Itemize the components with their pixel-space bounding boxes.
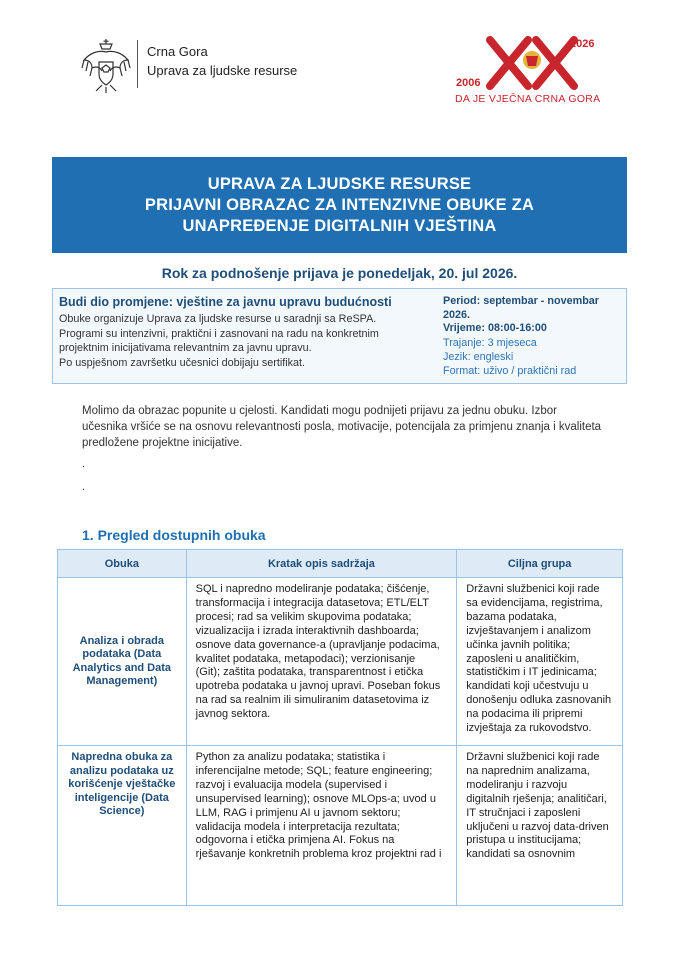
intro-paragraph [82, 403, 612, 451]
target-line: bazama podataka, [466, 610, 557, 623]
coat-of-arms-icon [80, 38, 132, 94]
course-description-cell [186, 746, 457, 906]
description-line: Python za analizu podataka; statistika i [195, 751, 386, 763]
format-label: Format: uživo / praktični rad [443, 364, 577, 377]
intro-line: Molimo da obrazac popunite u cjelosti. Kandidati mogu podnijeti prijavu za jednu obuku. Izbor [82, 405, 557, 417]
jubilee-year-end: 2026 [570, 38, 595, 50]
bullet-dot: . [82, 458, 86, 470]
description-line: SQL i napredno modeliranje podataka; čišćenje, [195, 583, 430, 595]
jubilee-slogan: DA JE VJEČNA CRNA GORA [455, 93, 601, 105]
target-line: donošenju odluka zasnovanih [466, 694, 612, 707]
title-banner [52, 157, 627, 253]
description-line: LLM, RAG i primjenu AI u javnom sektoru; [195, 806, 401, 819]
target-line: na podacima ili pripremi [466, 708, 583, 721]
course-name-line: Analytics and Data [72, 661, 172, 674]
target-line: izvještavanjem i analizom [466, 624, 591, 637]
info-line: Obuke organizuje Uprava za ljudske resurse u saradnji sa ReSPA. [59, 313, 377, 325]
target-line: sa evidencijama, registrima, [466, 596, 603, 609]
page-header [0, 0, 679, 150]
target-line: pristupa u institucijama; [466, 834, 582, 847]
target-line: kandidati koji učestvuju u [466, 680, 589, 693]
period-year: 2026. [443, 308, 471, 321]
banner-line-2: PRIJAVNI OBRAZAC ZA INTENZIVNE OBUKE ZA [144, 196, 535, 214]
table-header-row [58, 550, 623, 578]
banner-line-3: UNAPREĐENJE DIGITALNIH VJEŠTINA [182, 217, 497, 235]
course-name-cell [58, 746, 187, 906]
target-group-cell [457, 746, 623, 906]
course-name-line: Management) [86, 675, 158, 687]
target-line: zaposleni u analitičkim, [466, 652, 580, 665]
course-description-cell [186, 578, 457, 746]
course-name-cell [58, 578, 187, 746]
info-line: Po uspješnom završetku učesnici dobijaju sertifikat. [59, 356, 306, 369]
courses-table [57, 549, 623, 906]
course-name-line: Napredna obuka za [71, 751, 173, 763]
description-line: rješavanje konkretnih problema kroz projektni rad i [195, 848, 442, 861]
info-title: Budi dio promjene: vještine za javnu upravu budućnosti [59, 295, 392, 309]
course-name-line: inteligencije (Data [74, 791, 169, 804]
column-header-description: Kratak opis sadržaja [186, 550, 457, 578]
org-unit: Uprava za ljudske resurse [147, 63, 298, 78]
description-line: javnog sektora. [195, 708, 271, 721]
course-name-line: podataka (Data [82, 648, 162, 660]
target-line: učinka javnih politika; [466, 638, 571, 651]
column-header-course: Obuka [58, 550, 187, 578]
bullet-dot: . [82, 481, 86, 493]
info-description [59, 295, 439, 370]
target-group-cell [457, 578, 623, 746]
table-row [58, 746, 623, 906]
course-name-line: korišćenje vještačke [68, 778, 176, 790]
course-name-line: Analiza i obrada [79, 634, 164, 647]
column-header-target-group: Ciljna grupa [457, 550, 623, 578]
table-row [58, 578, 623, 746]
course-name-line: Science) [99, 805, 145, 817]
deadline-notice: Rok za podnošenje prijava je ponedeljak, 20. jul 2026. [161, 265, 518, 281]
target-line: uključeni u razvoj data-driven [466, 820, 609, 833]
description-line: upotreba podataka u javnoj upravi. Poseban fokus [195, 680, 441, 693]
target-line: modeliranju i razvoju [466, 778, 568, 791]
target-line: digitalnih rješenja; analitičari, [466, 792, 607, 805]
description-line: unsupervised learning); osnove MLOps-a; uvod u [195, 792, 436, 805]
target-line: kandidati sa osnovnim [466, 848, 576, 861]
description-line: transformacija i integracija datasetova; ETL/ELT [195, 596, 429, 609]
intro-line: učesnika vršiće se na osnovu relevantnosti posla, motivacije, potencijala za primjenu znanja i kvaliteta [82, 421, 602, 433]
language-label: Jezik: engleski [443, 350, 514, 363]
description-line: na rad sa realnim ili simuliranim datasetovima iz [195, 694, 430, 707]
description-line: validacija modela i interpretacija rezultata; [195, 820, 400, 833]
description-line: razvoj i evaluacija modela (supervised i [195, 778, 388, 791]
info-line: projektnim inicijativama relevantnim za javnu upravu. [59, 342, 312, 354]
target-line: Državni službenici koji rade [466, 583, 600, 595]
banner-line-1: UPRAVA ZA LJUDSKE RESURSE [207, 175, 472, 193]
description-line: vizualizacija i izrada interaktivnih dashboarda; [195, 624, 419, 637]
description-line: odgovorna i etička primjena AI. Fokus na [195, 834, 395, 847]
target-line: statističkim i IT jedinicama; [466, 666, 597, 679]
target-line: Državni službenici koji rade [466, 751, 600, 763]
duration-label: Trajanje: 3 mjeseca [443, 336, 537, 349]
course-name-line: analizu podataka uz [69, 764, 174, 777]
info-box [52, 288, 627, 384]
header-divider [137, 40, 138, 88]
description-line: (Git); zaštita podataka, transparentnost i etička [195, 666, 424, 679]
info-line: Programi su intenzivni, praktični i zasnovani na radu na konkretnim [59, 327, 379, 340]
description-line: osnove data governance-a (upravljanje podacima, [195, 638, 440, 651]
section-heading: 1. Pregled dostupnih obuka [82, 527, 266, 543]
description-line: procesi; rad sa velikim skupovima podataka; [195, 610, 412, 623]
target-line: izvještaja za rukovodstvo. [466, 722, 592, 735]
period-label: Period: septembar - novembar [443, 295, 599, 307]
target-line: IT stručnjaci i zaposleni [466, 806, 581, 819]
time-label: Vrijeme: 08:00-16:00 [443, 322, 547, 334]
info-details [443, 295, 623, 378]
description-line: kvalitet podataka, metapodaci); verzionisanje [195, 652, 416, 665]
target-line: na naprednim analizama, [466, 764, 590, 777]
intro-line: predložene projektne inicijative. [82, 437, 243, 449]
description-line: inferencijalne metode; SQL; feature engineering; [195, 764, 433, 777]
org-name: Crna Gora [147, 44, 208, 59]
jubilee-year-start: 2006 [456, 77, 481, 89]
